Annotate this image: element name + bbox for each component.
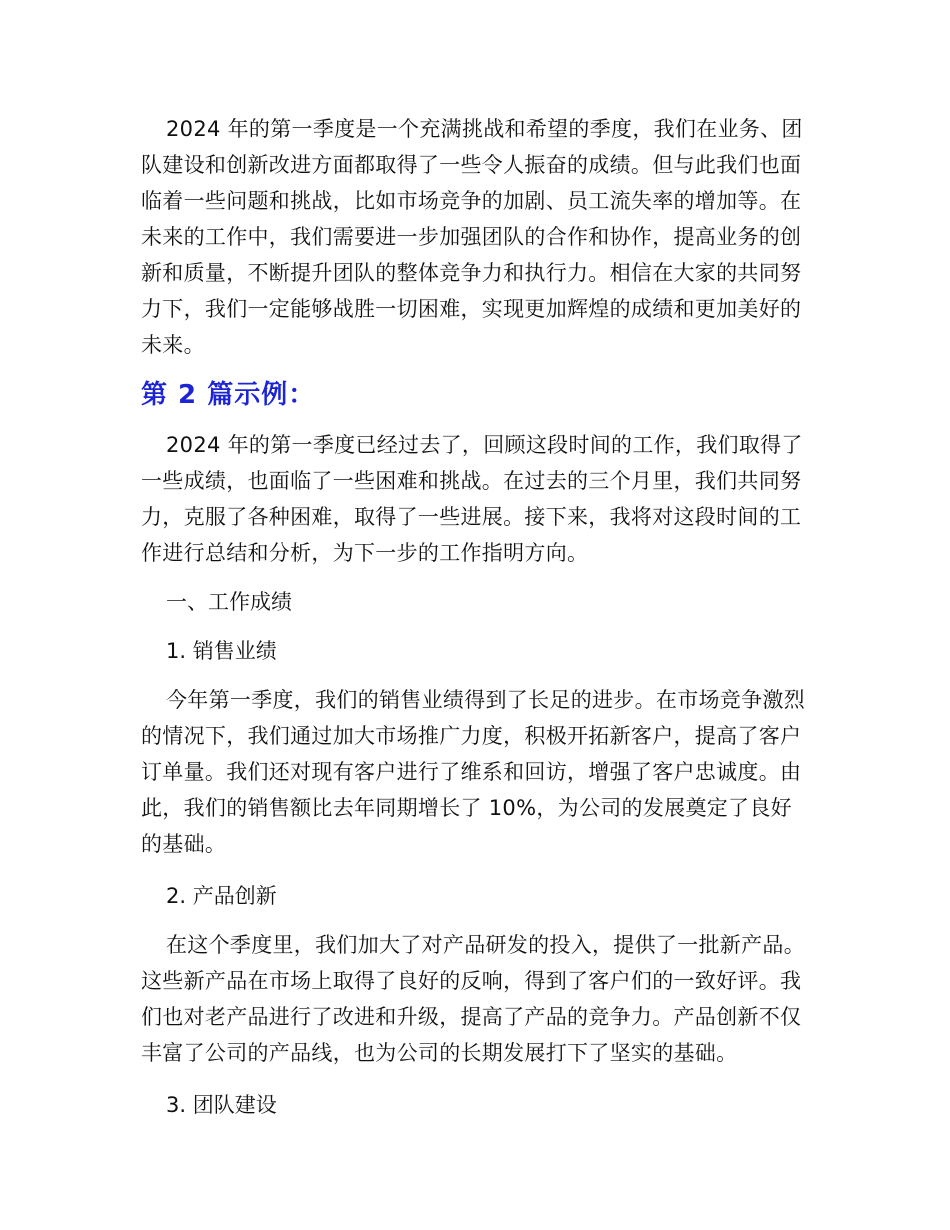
item-title-sales: 1. 销售业绩 bbox=[166, 639, 277, 663]
section-title: 一、工作成绩 bbox=[166, 590, 292, 614]
document-page bbox=[141, 111, 813, 1123]
item-title-product: 2. 产品创新 bbox=[166, 884, 277, 908]
item-body-sales: 今年第一季度，我们的销售业绩得到了长足的进步。在市场竞争激烈的情况下，我们通过加大市场推广力度，积极开拓新客户，提高了客户订单量。我们还对现有客户进行了维系和回访，增强了客户忠诚度。由此，我们的销售额比去年同期增长了 10%，为公司的发展奠定了良好的基础。 bbox=[141, 688, 805, 856]
item-body-product: 在这个季度里，我们加大了对产品研发的投入，提供了一批新产品。这些新产品在市场上取得了良好的反响，得到了客户们的一致好评。我们也对老产品进行了改进和升级，提高了产品的竞争力。产品创新不仅丰富了公司的产品线，也为公司的长期发展打下了坚实的基础。 bbox=[141, 933, 805, 1065]
item-title-team: 3. 团队建设 bbox=[166, 1093, 277, 1117]
intro-paragraph: 2024 年的第一季度是一个充满挑战和希望的季度，我们在业务、团队建设和创新改进方面都取得了一些令人振奋的成绩。但与此我们也面临着一些问题和挑战，比如市场竞争的加剧、员工流失率的增加等。在未来的工作中，我们需要进一步加强团队的合作和协作，提高业务的创新和质量，不断提升团队的整体竞争力和执行力。相信在大家的共同努力下，我们一定能够战胜一切困难，实现更加辉煌的成绩和更加美好的未来。 bbox=[141, 117, 803, 357]
opening-paragraph: 2024 年的第一季度已经过去了，回顾这段时间的工作，我们取得了一些成绩，也面临了一些困难和挑战。在过去的三个月里，我们共同努力，克服了各种困难，取得了一些进展。接下来，我将对这段时间的工作进行总结和分析，为下一步的工作指明方向。 bbox=[141, 433, 803, 565]
example-heading: 第 2 篇示例： bbox=[141, 380, 316, 410]
